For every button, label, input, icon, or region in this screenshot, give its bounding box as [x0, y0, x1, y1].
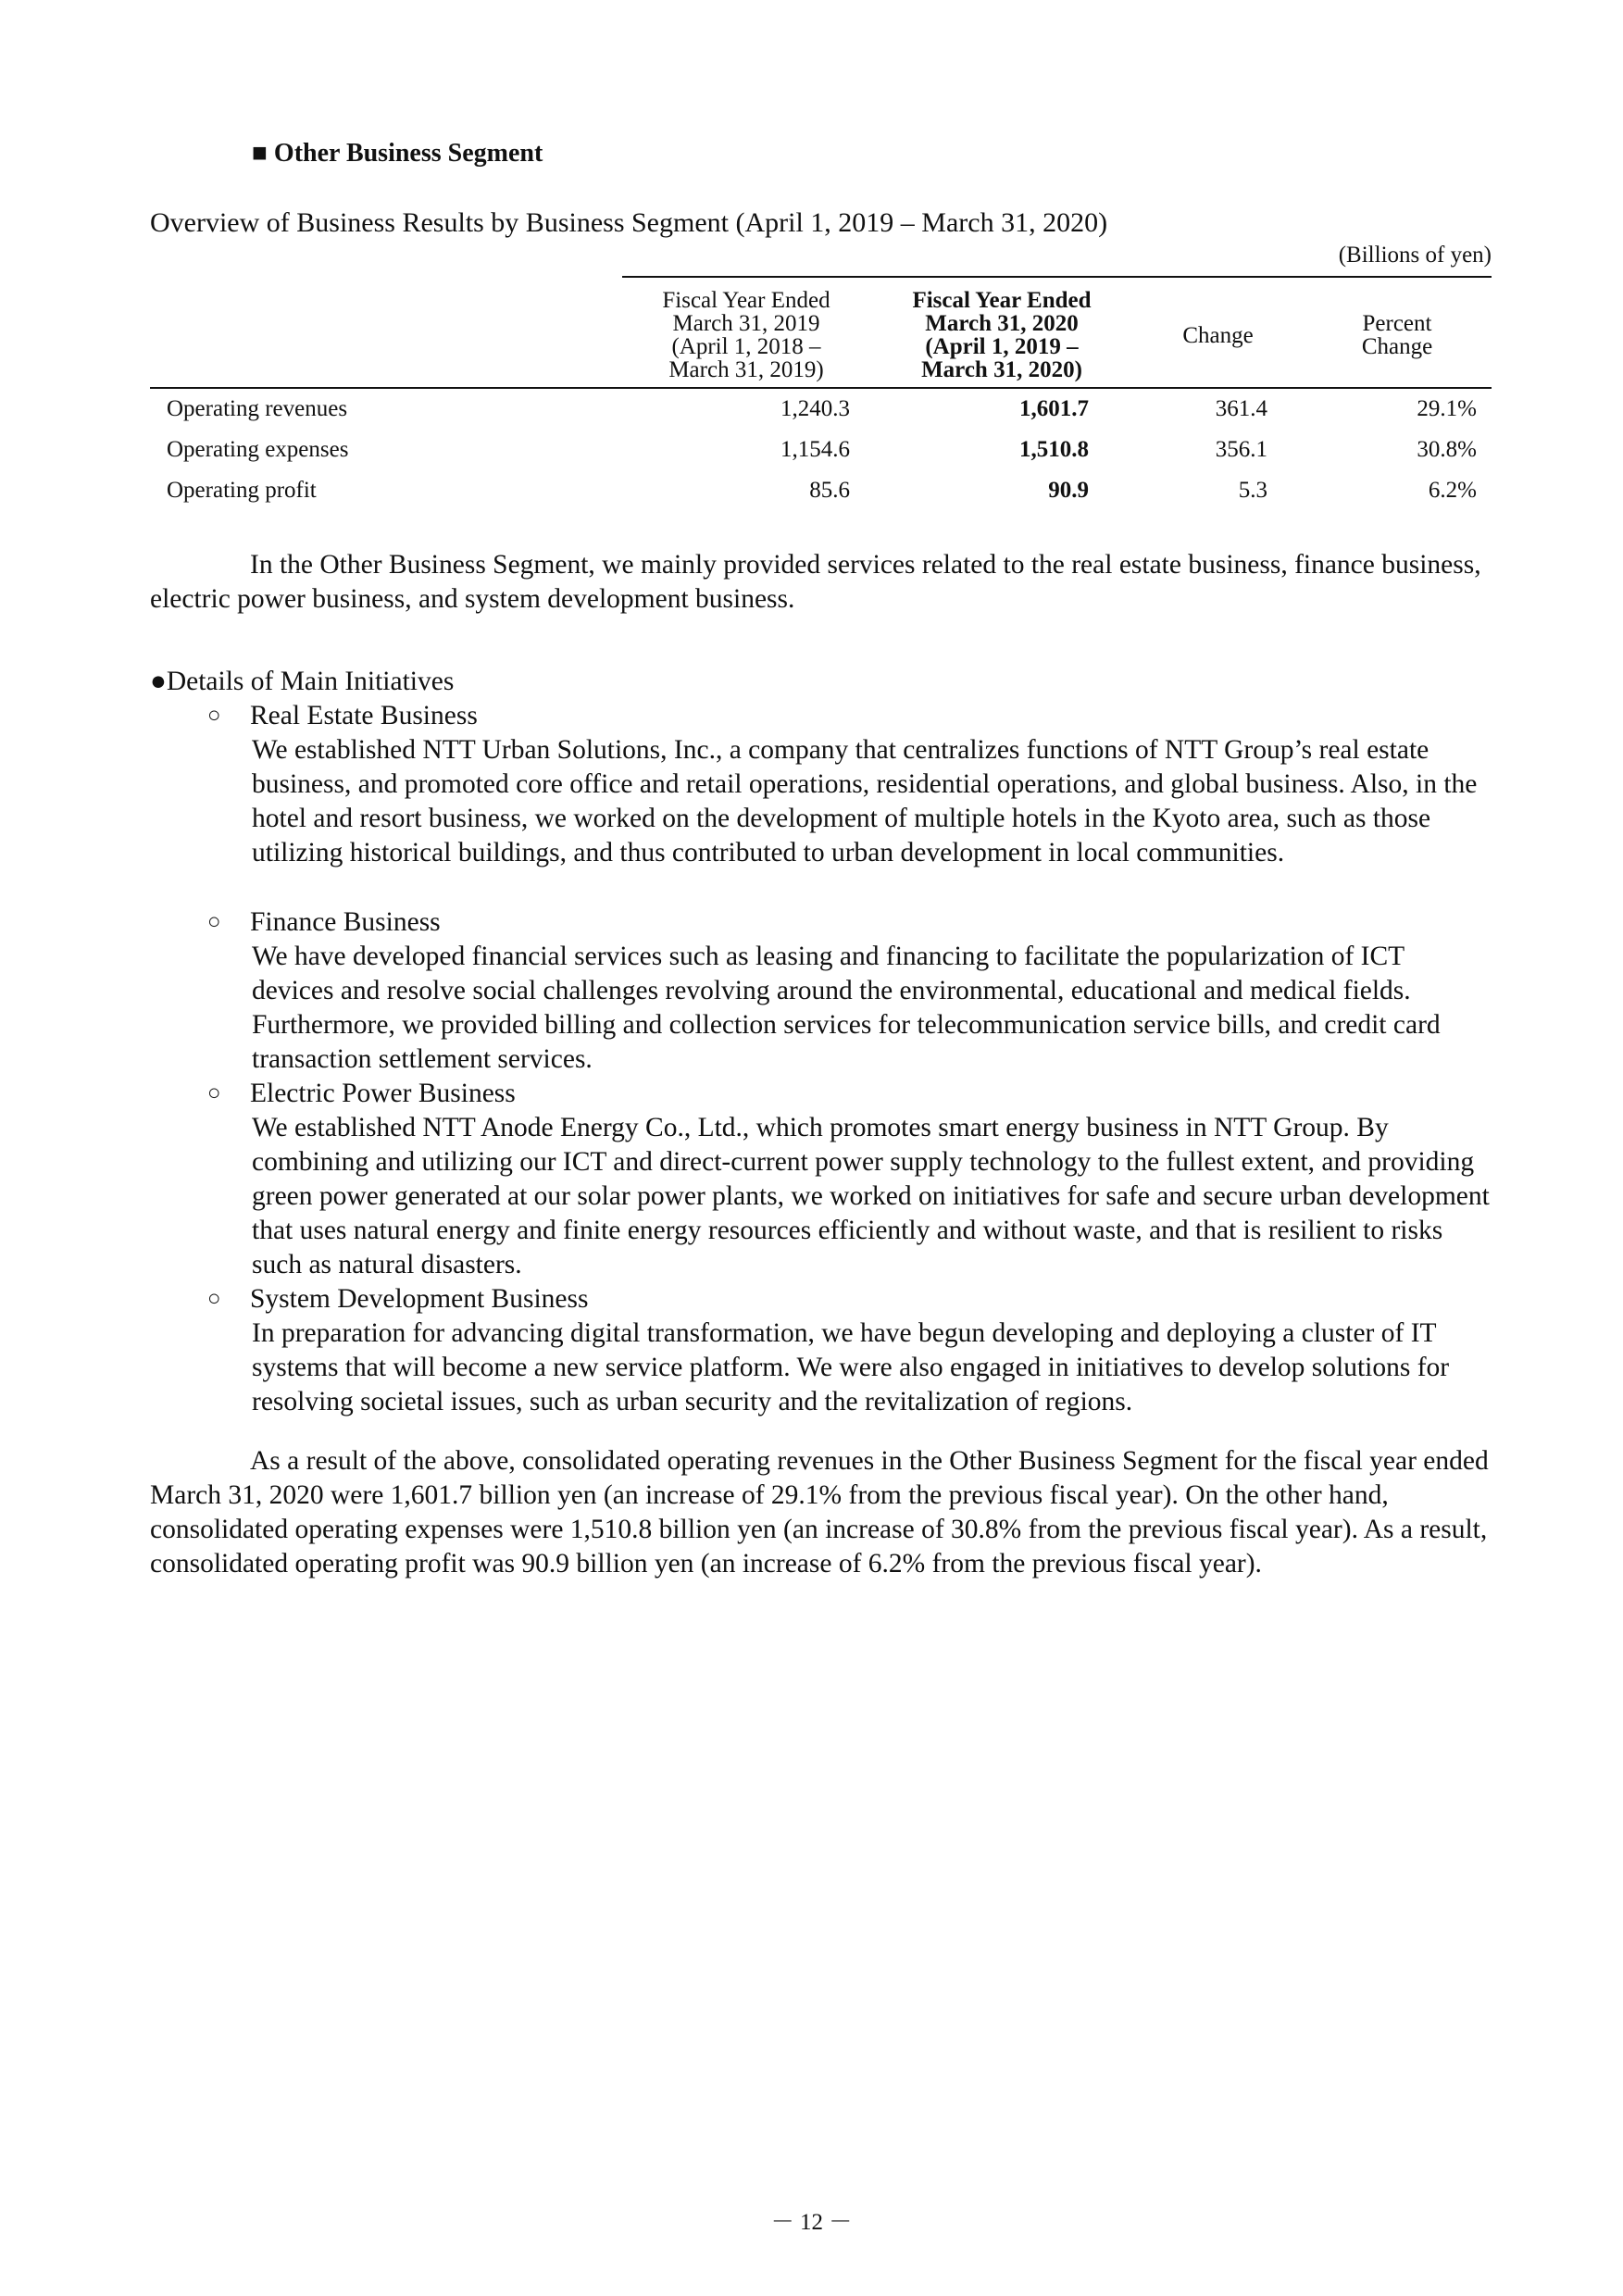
table-units: (Billions of yen)	[1338, 243, 1492, 268]
table-row	[150, 430, 1492, 470]
column-header-change: Change	[1133, 277, 1303, 388]
cell-prev-year: 85.6	[809, 478, 850, 503]
header-line: (April 1, 2018 –	[671, 334, 821, 359]
header-line: March 31, 2019	[672, 311, 820, 336]
table-header-empty	[150, 277, 622, 388]
table-caption: Overview of Business Results by Business Segment (April 1, 2019 – March 31, 2020)	[150, 207, 1108, 238]
intro-paragraph	[150, 548, 1494, 617]
header-line: Fiscal Year Ended	[662, 288, 830, 313]
cell-percent-change: 29.1%	[1417, 396, 1477, 421]
initiative-title: Finance Business	[250, 907, 441, 937]
initiative-title: System Development Business	[250, 1284, 589, 1314]
row-label: Operating revenues	[167, 396, 348, 421]
conclusion-text: As a result of the above, consolidated operating revenues in the Other Business Segment for the fiscal year ended March 31, 2020 were 1,601.7 billion yen (an increase of 29.1% from the previous fiscal year). On the other hand, consolidated operating expenses were 1,510.8 billion yen (an increase of 30.8% from the previous fiscal year). As a result, consolidated operating profit was 90.9 billion yen (an increase of 6.2% from the previous fiscal year).	[150, 1446, 1489, 1578]
cell-change: 356.1	[1215, 437, 1267, 462]
initiatives-title: ●Details of Main Initiatives	[150, 667, 455, 696]
page-number: － 12 －	[770, 2210, 853, 2235]
initiative-description: We have developed financial services such as leasing and financing to facilitate the popularization of ICT devices and resolve social challenges revolving around the environmental, educational and medical fields. Furthermore, we provided billing and collection services for telecommunication service bills, and credit card transaction settlement services.	[252, 942, 1441, 1074]
section-heading: ■ Other Business Segment	[252, 139, 543, 168]
cell-percent-change: 30.8%	[1417, 437, 1477, 462]
conclusion-paragraph	[150, 1444, 1494, 1581]
cell-prev-year: 1,154.6	[780, 437, 850, 462]
row-label: Operating expenses	[167, 437, 349, 462]
table-row	[150, 388, 1492, 430]
header-line: (April 1, 2019 –	[925, 334, 1079, 359]
header-line: Change	[1361, 334, 1433, 359]
circle-bullet-icon: ○	[207, 910, 221, 934]
row-label: Operating profit	[167, 478, 317, 503]
cell-current-year: 90.9	[1048, 478, 1089, 503]
header-line: Fiscal Year Ended	[912, 288, 1092, 313]
table-header-row	[150, 277, 1492, 388]
column-header-prev-year	[622, 277, 870, 388]
header-line: March 31, 2019)	[668, 357, 824, 382]
initiative-description: We established NTT Anode Energy Co., Ltd., which promotes smart energy business in NTT Group. By combining and utilizing our ICT and direct-current power supply technology to the fullest extent, and providing green power generated at our solar power plants, we worked on initiatives for safe and secure urban development that uses natural energy and finite energy resources efficiently and without waste, and that is resilient to risks such as natural disasters.	[252, 1113, 1490, 1279]
column-header-current-year	[870, 277, 1133, 388]
column-header-percent-change	[1303, 277, 1492, 388]
header-line: March 31, 2020	[925, 311, 1079, 336]
intro-text: In the Other Business Segment, we mainly provided services related to the real estate business, finance business, electric power business, and system development business.	[150, 550, 1481, 614]
header-line: Percent	[1362, 311, 1432, 336]
cell-current-year: 1,601.7	[1019, 396, 1089, 421]
cell-percent-change: 6.2%	[1428, 478, 1477, 503]
cell-change: 361.4	[1215, 396, 1267, 421]
circle-bullet-icon: ○	[207, 1287, 221, 1311]
table-row	[150, 470, 1492, 511]
business-results-table	[150, 276, 1492, 511]
initiative-description: In preparation for advancing digital transformation, we have begun developing and deploying a cluster of IT systems that will become a new service platform. We were also engaged in initiatives to develop solutions for resolving societal issues, such as urban security and the revitalization of regions.	[252, 1318, 1450, 1416]
initiative-description: We established NTT Urban Solutions, Inc., a company that centralizes functions of NTT Group’s real estate business, and promoted core office and retail operations, residential operations, and global business. Also, in the hotel and resort business, we worked on the development of multiple hotels in the Kyoto area, such as those utilizing historical buildings, and thus contributed to urban development in local communities.	[252, 735, 1478, 867]
cell-prev-year: 1,240.3	[780, 396, 850, 421]
cell-current-year: 1,510.8	[1019, 437, 1089, 462]
initiative-title: Real Estate Business	[250, 701, 478, 730]
circle-bullet-icon: ○	[207, 1081, 221, 1105]
initiative-title: Electric Power Business	[250, 1079, 516, 1108]
circle-bullet-icon: ○	[207, 704, 221, 728]
header-line: March 31, 2020)	[921, 357, 1082, 382]
cell-change: 5.3	[1238, 478, 1267, 503]
